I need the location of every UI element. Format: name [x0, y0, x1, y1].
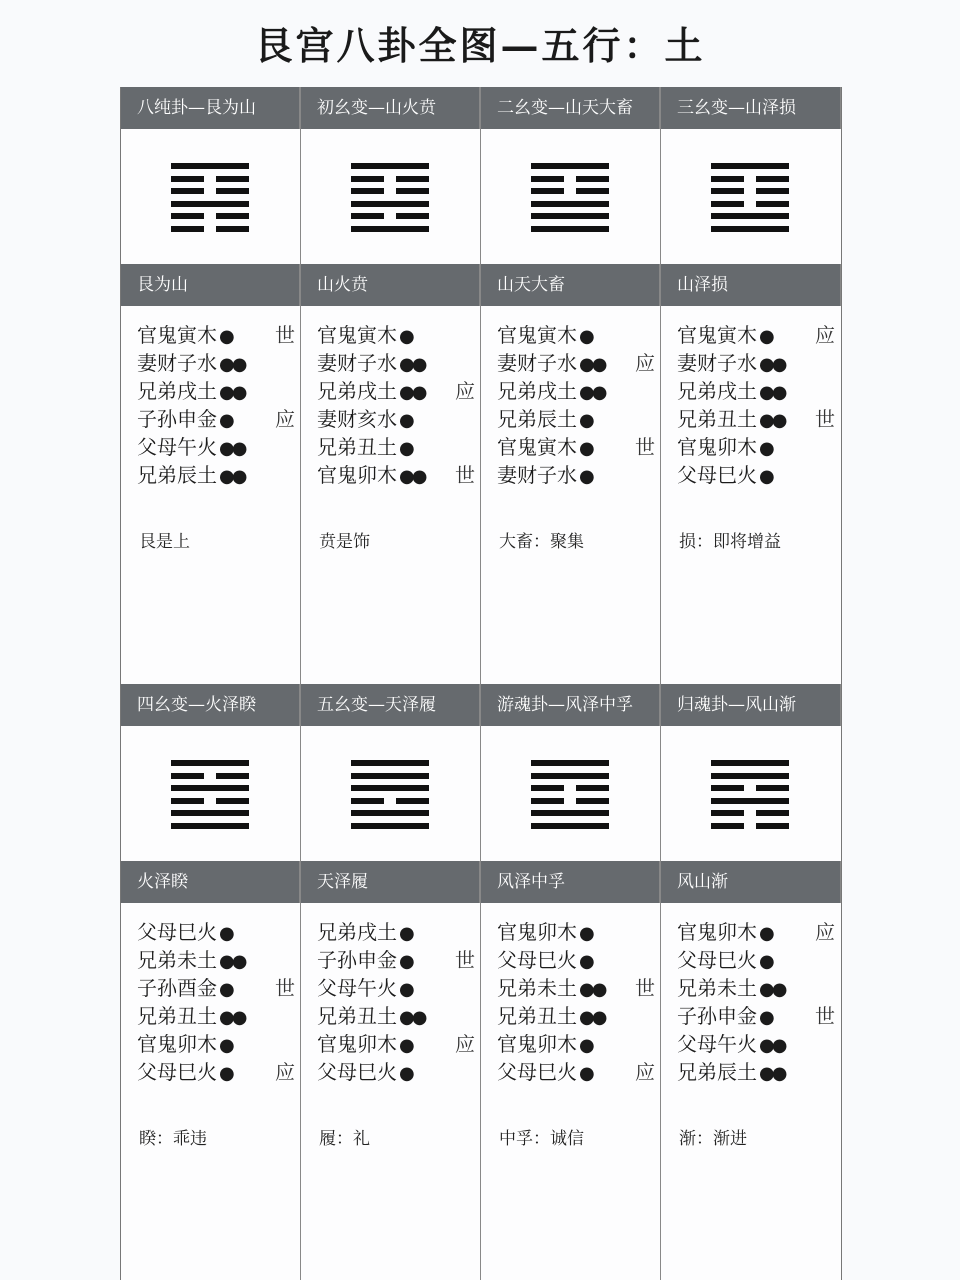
- hexagram-name: 风山渐: [661, 861, 841, 903]
- yao-line: [677, 946, 839, 974]
- yao-text: 官鬼卯木: [677, 920, 757, 944]
- yao-dots: ●●: [759, 354, 785, 375]
- yin-line: [711, 810, 789, 816]
- yao-dots: ●●: [219, 951, 245, 972]
- yin-line: [711, 823, 789, 829]
- yao-line: [497, 918, 659, 946]
- yao-dots: ●: [399, 438, 412, 459]
- hexagram-name: 火泽睽: [121, 861, 300, 903]
- yao-text: 妻财子水: [677, 351, 757, 375]
- hexagram-symbol: [531, 760, 609, 829]
- yang-line: [531, 226, 609, 232]
- yin-line: [171, 188, 249, 194]
- yao-mark: 应: [455, 1032, 475, 1056]
- hexagram-symbol: [531, 163, 609, 232]
- yao-text: 兄弟丑土: [137, 1004, 217, 1028]
- yao-text: 兄弟丑土: [317, 1004, 397, 1028]
- yao-line: [317, 377, 479, 405]
- yang-line: [171, 163, 249, 169]
- yang-line: [351, 785, 429, 791]
- yin-line: [711, 188, 789, 194]
- yao-list: [677, 918, 839, 1086]
- yao-list: [137, 918, 299, 1086]
- yang-line: [171, 760, 249, 766]
- hexagram-row-top: [121, 87, 841, 684]
- yao-dots: ●: [399, 1035, 412, 1056]
- yao-mark: 应: [815, 920, 835, 944]
- hexagram-name: 天泽履: [301, 861, 480, 903]
- yao-text: 子孙酉金: [137, 976, 217, 1000]
- yao-dots: ●●: [219, 354, 245, 375]
- yao-text: 兄弟戌土: [677, 379, 757, 403]
- yang-line: [711, 163, 789, 169]
- hexagram-note: 大畜：聚集: [499, 532, 584, 552]
- yao-dots: ●●: [219, 438, 245, 459]
- yang-line: [171, 785, 249, 791]
- yao-line: [677, 1058, 839, 1086]
- yao-mark: 世: [635, 976, 655, 1000]
- yao-text: 兄弟丑土: [317, 435, 397, 459]
- yang-line: [531, 773, 609, 779]
- yao-line: [317, 433, 479, 461]
- yang-line: [171, 201, 249, 207]
- yao-text: 官鬼寅木: [317, 323, 397, 347]
- yao-dots: ●: [579, 466, 592, 487]
- yao-text: 子孙申金: [677, 1004, 757, 1028]
- yao-line: [317, 349, 479, 377]
- yao-line: [497, 433, 659, 461]
- yao-text: 官鬼卯木: [317, 463, 397, 487]
- yin-line: [711, 785, 789, 791]
- yao-text: 兄弟丑土: [677, 407, 757, 431]
- yang-line: [531, 163, 609, 169]
- yao-dots: ●: [579, 1035, 592, 1056]
- hexagram-card: [661, 87, 841, 684]
- yin-line: [171, 226, 249, 232]
- yin-line: [351, 798, 429, 804]
- yao-line: [497, 349, 659, 377]
- yao-mark: 应: [635, 351, 655, 375]
- yao-list: [137, 321, 299, 489]
- hexagram-header: 二幺变—山天大畜: [481, 87, 660, 129]
- yang-line: [711, 226, 789, 232]
- yao-line: [677, 433, 839, 461]
- yao-dots: ●: [579, 438, 592, 459]
- yao-dots: ●: [219, 1063, 232, 1084]
- yao-line: [677, 405, 839, 433]
- hexagram-symbol: [171, 163, 249, 232]
- yao-line: [497, 1002, 659, 1030]
- yin-line: [711, 201, 789, 207]
- yao-list: [497, 918, 659, 1086]
- yao-dots: ●●: [399, 354, 425, 375]
- hexagram-name: 艮为山: [121, 264, 300, 306]
- yao-text: 兄弟辰土: [497, 407, 577, 431]
- hexagram-card: [481, 87, 661, 684]
- yao-text: 妻财亥水: [317, 407, 397, 431]
- yang-line: [351, 773, 429, 779]
- yao-dots: ●: [579, 923, 592, 944]
- yao-line: [137, 946, 299, 974]
- yao-dots: ●: [219, 410, 232, 431]
- hexagram-header: 三幺变—山泽损: [661, 87, 841, 129]
- yang-line: [171, 823, 249, 829]
- yao-line: [137, 377, 299, 405]
- yao-text: 官鬼卯木: [497, 1032, 577, 1056]
- yao-dots: ●●: [759, 979, 785, 1000]
- yao-dots: ●: [579, 951, 592, 972]
- yao-dots: ●: [399, 951, 412, 972]
- yao-line: [677, 321, 839, 349]
- yao-text: 兄弟戌土: [317, 920, 397, 944]
- yao-dots: ●: [579, 326, 592, 347]
- yao-dots: ●: [219, 1035, 232, 1056]
- yang-line: [351, 201, 429, 207]
- yao-text: 妻财子水: [497, 463, 577, 487]
- yao-text: 官鬼卯木: [497, 920, 577, 944]
- yao-text: 兄弟戌土: [137, 379, 217, 403]
- hexagram-header: 初幺变—山火贲: [301, 87, 480, 129]
- yao-line: [317, 1002, 479, 1030]
- yin-line: [351, 213, 429, 219]
- yin-line: [531, 188, 609, 194]
- yao-dots: ●●: [759, 410, 785, 431]
- yang-line: [351, 226, 429, 232]
- yao-dots: ●: [759, 923, 772, 944]
- yao-text: 兄弟未土: [137, 948, 217, 972]
- yin-line: [351, 188, 429, 194]
- yao-dots: ●: [759, 1007, 772, 1028]
- yao-dots: ●: [759, 951, 772, 972]
- yao-mark: 世: [815, 407, 835, 431]
- yao-line: [137, 433, 299, 461]
- yao-line: [317, 321, 479, 349]
- yao-line: [497, 405, 659, 433]
- yao-dots: ●: [399, 326, 412, 347]
- yao-line: [497, 321, 659, 349]
- yao-mark: 应: [275, 1060, 295, 1084]
- yao-text: 子孙申金: [137, 407, 217, 431]
- yao-text: 官鬼寅木: [137, 323, 217, 347]
- yao-dots: ●: [219, 979, 232, 1000]
- yao-line: [317, 461, 479, 489]
- yao-list: [677, 321, 839, 489]
- yao-line: [317, 1058, 479, 1086]
- yao-text: 父母巳火: [497, 948, 577, 972]
- yao-text: 兄弟辰土: [137, 463, 217, 487]
- yao-line: [497, 946, 659, 974]
- yao-dots: ●: [399, 1063, 412, 1084]
- hexagram-name: 山泽损: [661, 264, 841, 306]
- yao-dots: ●●: [579, 354, 605, 375]
- hexagram-symbol: [711, 760, 789, 829]
- hexagram-board: [120, 87, 842, 1280]
- yin-line: [171, 798, 249, 804]
- yang-line: [351, 163, 429, 169]
- yao-mark: 应: [815, 323, 835, 347]
- hexagram-symbol: [351, 163, 429, 232]
- hexagram-card: [661, 684, 841, 1280]
- hexagram-symbol: [711, 163, 789, 232]
- yin-line: [531, 785, 609, 791]
- yao-dots: ●: [219, 326, 232, 347]
- hexagram-symbol: [351, 760, 429, 829]
- yao-dots: ●●: [759, 382, 785, 403]
- yao-text: 官鬼卯木: [317, 1032, 397, 1056]
- yao-line: [497, 974, 659, 1002]
- yao-mark: 应: [455, 379, 475, 403]
- yao-mark: 世: [455, 463, 475, 487]
- yao-list: [317, 321, 479, 489]
- yao-line: [677, 1002, 839, 1030]
- yao-text: 子孙申金: [317, 948, 397, 972]
- yao-mark: 世: [635, 435, 655, 459]
- yao-dots: ●●: [219, 466, 245, 487]
- yao-dots: ●●: [759, 1035, 785, 1056]
- yang-line: [171, 810, 249, 816]
- yao-line: [677, 461, 839, 489]
- hexagram-header: 八纯卦—艮为山: [121, 87, 300, 129]
- yang-line: [711, 773, 789, 779]
- hexagram-card: [301, 87, 481, 684]
- yao-mark: 世: [275, 323, 295, 347]
- yao-line: [317, 1030, 479, 1058]
- yang-line: [351, 760, 429, 766]
- yin-line: [171, 213, 249, 219]
- page-title: 艮宫八卦全图—五行：土: [254, 23, 706, 68]
- yao-line: [137, 349, 299, 377]
- yao-text: 官鬼卯木: [677, 435, 757, 459]
- hexagram-name: 山火贲: [301, 264, 480, 306]
- yao-text: 父母巳火: [317, 1060, 397, 1084]
- hexagram-card: [301, 684, 481, 1280]
- yin-line: [531, 798, 609, 804]
- hexagram-name: 风泽中孚: [481, 861, 660, 903]
- yao-text: 父母巳火: [137, 920, 217, 944]
- yao-list: [317, 918, 479, 1086]
- yao-mark: 世: [815, 1004, 835, 1028]
- yao-line: [677, 918, 839, 946]
- yao-text: 官鬼寅木: [497, 435, 577, 459]
- yao-text: 官鬼卯木: [137, 1032, 217, 1056]
- yao-line: [677, 974, 839, 1002]
- yao-line: [137, 405, 299, 433]
- hexagram-note: 渐：渐进: [679, 1129, 747, 1149]
- yao-text: 官鬼寅木: [677, 323, 757, 347]
- yao-dots: ●●: [579, 979, 605, 1000]
- yao-text: 父母巳火: [677, 463, 757, 487]
- hexagram-card: [481, 684, 661, 1280]
- yao-dots: ●●: [399, 466, 425, 487]
- yao-dots: ●●: [759, 1063, 785, 1084]
- yang-line: [351, 810, 429, 816]
- hexagram-header: 归魂卦—风山渐: [661, 684, 841, 726]
- yang-line: [711, 798, 789, 804]
- yin-line: [171, 773, 249, 779]
- hexagram-note: 中孚：诚信: [499, 1129, 584, 1149]
- yao-text: 父母午火: [137, 435, 217, 459]
- yao-line: [497, 461, 659, 489]
- yao-text: 妻财子水: [317, 351, 397, 375]
- yao-mark: 世: [455, 948, 475, 972]
- yao-text: 父母巳火: [137, 1060, 217, 1084]
- hexagram-row-bottom: [121, 684, 841, 1280]
- yao-line: [677, 1030, 839, 1058]
- yao-line: [497, 1030, 659, 1058]
- yao-text: 兄弟未土: [497, 976, 577, 1000]
- yang-line: [531, 823, 609, 829]
- yin-line: [531, 176, 609, 182]
- yin-line: [711, 176, 789, 182]
- yao-line: [137, 918, 299, 946]
- yao-mark: 应: [275, 407, 295, 431]
- yang-line: [351, 823, 429, 829]
- yao-line: [137, 1058, 299, 1086]
- hexagram-symbol: [171, 760, 249, 829]
- yao-line: [497, 1058, 659, 1086]
- yao-text: 兄弟辰土: [677, 1060, 757, 1084]
- yao-text: 妻财子水: [497, 351, 577, 375]
- yin-line: [351, 176, 429, 182]
- yang-line: [531, 201, 609, 207]
- yao-line: [137, 321, 299, 349]
- hexagram-card: [121, 87, 301, 684]
- yang-line: [711, 213, 789, 219]
- yao-line: [137, 1002, 299, 1030]
- yao-line: [677, 377, 839, 405]
- yao-dots: ●: [759, 326, 772, 347]
- yao-text: 妻财子水: [137, 351, 217, 375]
- yao-dots: ●●: [579, 382, 605, 403]
- yao-mark: 世: [275, 976, 295, 1000]
- yao-text: 父母午火: [317, 976, 397, 1000]
- yao-list: [497, 321, 659, 489]
- yao-dots: ●●: [399, 1007, 425, 1028]
- yao-line: [497, 377, 659, 405]
- hexagram-card: [121, 684, 301, 1280]
- yang-line: [531, 760, 609, 766]
- hexagram-note: 艮是上: [139, 532, 190, 552]
- hexagram-header: 五幺变—天泽履: [301, 684, 480, 726]
- hexagram-note: 贲是饰: [319, 532, 370, 552]
- yao-dots: ●: [219, 923, 232, 944]
- yao-line: [137, 974, 299, 1002]
- hexagram-header: 游魂卦—风泽中孚: [481, 684, 660, 726]
- hexagram-header: 四幺变—火泽睽: [121, 684, 300, 726]
- yao-mark: 应: [635, 1060, 655, 1084]
- yang-line: [711, 760, 789, 766]
- yao-line: [317, 918, 479, 946]
- yao-dots: ●: [399, 410, 412, 431]
- hexagram-note: 睽：乖违: [139, 1129, 207, 1149]
- yao-dots: ●: [579, 410, 592, 431]
- yao-line: [137, 1030, 299, 1058]
- yao-text: 父母午火: [677, 1032, 757, 1056]
- yao-dots: ●●: [579, 1007, 605, 1028]
- yao-text: 父母巳火: [677, 948, 757, 972]
- yao-text: 兄弟戌土: [317, 379, 397, 403]
- yang-line: [531, 810, 609, 816]
- yao-text: 兄弟未土: [677, 976, 757, 1000]
- yao-dots: ●●: [219, 382, 245, 403]
- yao-line: [317, 405, 479, 433]
- yao-text: 兄弟丑土: [497, 1004, 577, 1028]
- yao-text: 父母巳火: [497, 1060, 577, 1084]
- yao-dots: ●●: [399, 382, 425, 403]
- yao-line: [317, 974, 479, 1002]
- yao-text: 官鬼寅木: [497, 323, 577, 347]
- hexagram-name: 山天大畜: [481, 264, 660, 306]
- yao-dots: ●: [399, 923, 412, 944]
- yao-dots: ●: [579, 1063, 592, 1084]
- yao-dots: ●●: [219, 1007, 245, 1028]
- yao-dots: ●: [399, 979, 412, 1000]
- yao-line: [677, 349, 839, 377]
- hexagram-note: 损：即将增益: [679, 532, 781, 552]
- yao-line: [137, 461, 299, 489]
- yao-dots: ●: [759, 438, 772, 459]
- yao-text: 兄弟戌土: [497, 379, 577, 403]
- yang-line: [531, 213, 609, 219]
- hexagram-note: 履：礼: [319, 1129, 370, 1149]
- yao-line: [317, 946, 479, 974]
- yin-line: [171, 176, 249, 182]
- yao-dots: ●: [759, 466, 772, 487]
